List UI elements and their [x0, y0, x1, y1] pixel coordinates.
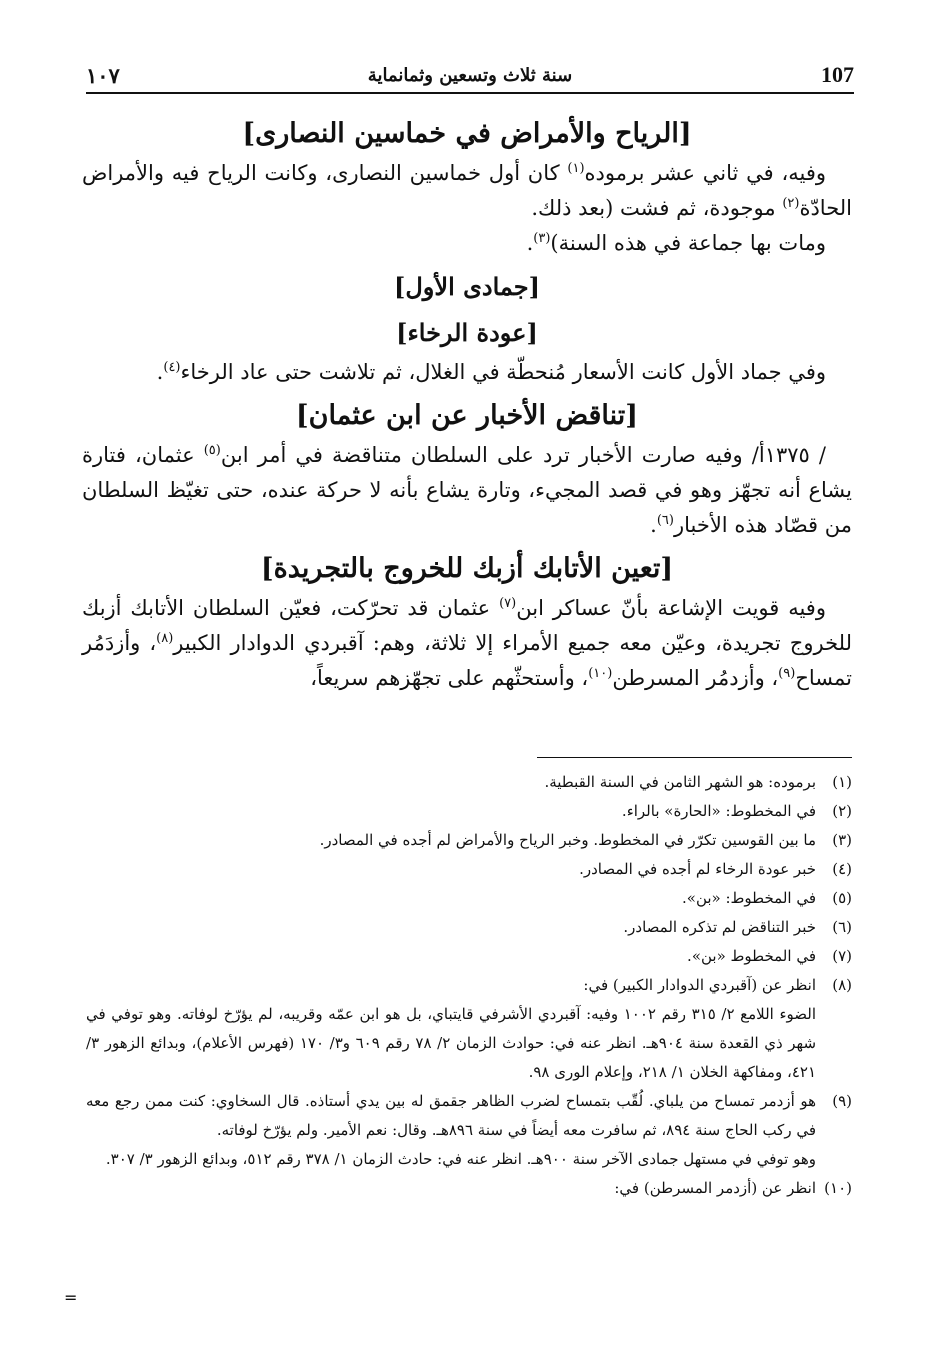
footnote: [86, 855, 852, 884]
footnote-number: (١): [832, 773, 852, 791]
body-paragraph: [82, 355, 852, 390]
footnote-ref: (١٠): [588, 666, 613, 681]
paragraph-text: .: [650, 513, 657, 537]
footnote: [86, 768, 852, 797]
page-number-latin: 107: [821, 62, 854, 87]
footnote-number: (٩): [832, 1092, 852, 1110]
paragraph-text: .: [526, 231, 534, 255]
footnote-ref: (٦): [656, 513, 674, 528]
footnote-number: (٧): [832, 947, 852, 965]
footnote-ref: (٥): [203, 443, 221, 458]
footnote-text: وهو توفي في مستهل جمادى الآخر سنة ٩٠٠هـ. انظر عنه في: حادث الزمان ١/ ٣٧٨ رقم ٥١٢، وبدائع الزهور ٣/ ٣٠٧.: [105, 1150, 816, 1168]
page-number-arabic: ١٠٧: [86, 63, 120, 88]
paragraph-text: كان أول خماسين النصارى، وكانت الرياح فيه والأمراض الحادّة: [82, 161, 852, 220]
footnote: [86, 1087, 852, 1174]
paragraph-text: ، وأزدمُر المسرطن: [612, 666, 779, 690]
footnote-ref: (٧): [499, 596, 517, 611]
footnote-number: (٨): [832, 976, 852, 994]
footnote-text: هو أزدمر تمساح من يلباي. لُقّب بتمساح لضرب الظاهر جقمق له بين يدي أستاذه. قال السخاوي: كنت ممن رجع معه في ركب الحاج سنة ٨٩٤، ثم سافرت معه أيضاً في سنة ٨٩٦هـ. وقال: نعم الأمير. ولم يؤرّخ لوفاته.: [86, 1092, 816, 1139]
body-paragraph: [82, 226, 852, 261]
body-paragraph: [82, 591, 852, 696]
paragraph-text: ، وأزدَمُر تمساح: [82, 631, 852, 690]
footnote-number: (٣): [832, 831, 852, 849]
footnote-text: ما بين القوسين تكرّر في المخطوط. وخبر الرياح والأمراض لم أجده في المصادر.: [319, 831, 816, 849]
body-paragraph: [82, 438, 852, 543]
margin-mark: =: [64, 1288, 78, 1307]
footnote: [86, 797, 852, 826]
footnote-number: (١٠): [824, 1179, 852, 1197]
footnote-ref: (٣): [533, 231, 551, 246]
footnote-ref: (٤): [163, 360, 181, 375]
paragraph-text: ، وأستحثّهم على تجهّزهم سريعاً،: [310, 666, 589, 690]
footnote-text: في المخطوط: «بن».: [682, 889, 816, 907]
footnote-ref: (٨): [156, 631, 174, 646]
section-heading: [تناقض الأخبار عن ابن عثمان]: [295, 400, 639, 431]
paragraph-text: / ١٣٧٥أ/ وفيه صارت الأخبار ترد على السلطان متناقضة في أمر ابن: [220, 443, 826, 467]
footnote-ref: (١): [567, 161, 585, 176]
footnote-number: (٢): [832, 802, 852, 820]
section-heading: [عودة الرخاء]: [396, 318, 538, 347]
footnote-text: في المخطوط: «الحارة» بالراء.: [621, 802, 816, 820]
paragraph-text: .: [156, 360, 164, 384]
running-title: سنة ثلاث وتسعين وثمانماية: [367, 65, 573, 86]
footnote-number: (٦): [832, 918, 852, 936]
footnote-ref: (٩): [778, 666, 796, 681]
footnote: [86, 826, 852, 855]
paragraph-text: وفيه، في ثاني عشر برموده: [584, 161, 826, 185]
footnote: [86, 942, 852, 971]
main-text: [82, 108, 852, 696]
footnote-text: في المخطوط «بن».: [687, 947, 816, 965]
section-heading: [تعين الأتابك أزبك للخروج بالتجريدة]: [260, 553, 674, 584]
section-heading: [الرياح والأمراض في خماسين النصارى]: [242, 118, 692, 149]
paragraph-text: ومات بها جماعة في هذه السنة): [550, 231, 826, 255]
footnote-text: الضوء اللامع ٢/ ٣١٥ رقم ١٠٠٢ وفيه: آقبردي الأشرفي قايتباي، بل هو ابن عمّه وقريبه، لم يؤرّخ لوفاته. وهو توفي في شهر ذي القعدة سنة ٩٠٤هـ. انظر عنه في: حوادث الزمان ٢/ ٧٨ رقم ٦٠٩ و٣/ ١٧٠ (فهرس الأعلام)، وبدائع الزهور ٣/ ٤٢١، ومفاكهة الخلان ١/ ٢١٨، وإعلام الورى ٩٨.: [86, 1005, 817, 1081]
footnote-separator: [537, 757, 852, 758]
paragraph-text: وفيه قويت الإشاعة بأنّ عساكر ابن: [516, 596, 826, 620]
footnote-text: خبر التناقض لم تذكره المصادر.: [623, 918, 816, 936]
footnote: [86, 971, 852, 1087]
footnote-text: انظر عن (آقبردي الدوادار الكبير) في:: [583, 976, 816, 994]
paragraph-text: عثمان قد تحرّكت، فعيّن السلطان الأتابك أزبك للخروج تجريدة، وعيّن معه جميع الأمراء إلا ثلاثة، وهم: آقبردي الدوادار الكبير: [82, 596, 852, 655]
footnote: [86, 1174, 852, 1203]
section-heading: [جمادى الأول]: [394, 272, 540, 301]
paragraph-text: وفي جماد الأول كانت الأسعار مُنحطّة في الغلال، ثم تلاشت حتى عاد الرخاء: [180, 360, 826, 384]
footnote-text: برموده: هو الشهر الثامن في السنة القبطية.: [544, 773, 816, 791]
footnote-number: (٤): [832, 860, 852, 878]
footnote-ref: (٢): [782, 196, 800, 211]
paragraph-text: موجودة، ثم فشت (بعد ذلك.: [531, 196, 783, 220]
page-header: [86, 52, 854, 94]
footnote: [86, 913, 852, 942]
footnote-number: (٥): [832, 889, 852, 907]
footnotes: [86, 768, 852, 1203]
footnote-text: انظر عن (أزدمر المسرطن) في:: [614, 1179, 816, 1197]
body-paragraph: [82, 156, 852, 226]
footnote-text: خبر عودة الرخاء لم أجده في المصادر.: [579, 860, 816, 878]
footnote: [86, 884, 852, 913]
paragraph-text: عثمان، فتارة يشاع أنه تجهّز وهو في قصد المجيء، وتارة يشاع بأنه لا حركة عنده، حتى تغيّظ السلطان من قصّاد هذه الأخبار: [82, 443, 852, 537]
